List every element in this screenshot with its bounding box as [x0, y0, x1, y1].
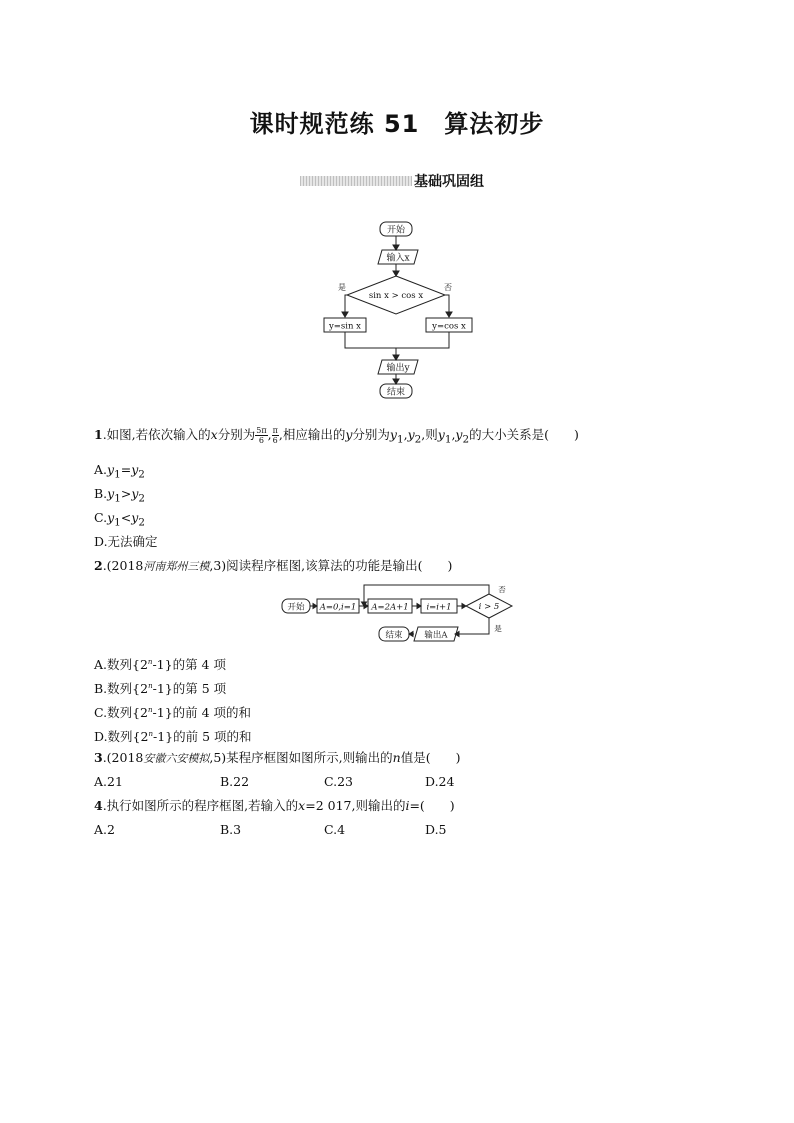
question-1: 1.如图,若依次输入的x分别为 $\frac{5\pi}{6}$ , $\frac{\pi}{6}$ ,相应输出的y分别为$y_1,y_2$,则$y_1,y_2$的大小关系是( ): [94, 426, 579, 446]
q2-option-d: D.数列{2$^n$-1}的前 5 项的和: [94, 729, 252, 745]
flow1-start-label: 开始: [386, 225, 406, 236]
flow2-cond-label: i > 5: [478, 602, 500, 612]
q2-option-c: C.数列{2$^n$-1}的前 4 项的和: [94, 705, 252, 721]
flow1-left-label: y=sin x: [329, 321, 361, 332]
flow2-start-label: 开始: [287, 602, 305, 613]
q4-choice-b: B.3: [220, 822, 242, 837]
flowchart-2: [280, 584, 520, 646]
flow2-assign-label: A=2A+1: [371, 602, 409, 613]
flow2-init-label: A=0,i=1: [319, 602, 357, 613]
flow2-output-label: 输出A: [424, 630, 448, 641]
section-label: 基础巩固组: [414, 174, 484, 190]
q1-option-a: $A.y_1=y_2$: [94, 462, 145, 481]
flow1-end-label: 结束: [386, 387, 406, 398]
flow1-yes-label: 是: [338, 283, 346, 292]
q1-option-d: D.无法确定: [94, 534, 158, 549]
page-title: 课时规范练 51 算法初步: [249, 110, 545, 138]
q3-choice-a: A.21: [94, 774, 123, 789]
q1-option-c: $C.y_1<y_2$: [94, 510, 145, 529]
flowchart-1: [320, 218, 480, 408]
flow2-end-label: 结束: [385, 630, 403, 641]
flow2-no-label: 否: [498, 585, 506, 594]
q4-choice-c: C.4: [324, 822, 346, 837]
q1-fraction-2: $\frac{\pi}{6}$: [272, 426, 278, 445]
flow1-input-label: 输入x: [386, 253, 410, 264]
q4-choice-a: A.2: [94, 822, 115, 837]
q3-choice-c: C.23: [324, 774, 353, 789]
q3-source: 安徽六安模拟: [143, 752, 210, 765]
q1-fraction-1: $\frac{5\pi}{6}$: [256, 426, 267, 445]
q2-option-a: A.数列{2$^n$-1}的第 4 项: [94, 657, 226, 673]
q2-option-b: B.数列{2$^n$-1}的第 5 项: [94, 681, 227, 697]
q3-choice-b: B.22: [220, 774, 250, 789]
flow1-no-label: 否: [444, 283, 452, 292]
question-2: 2.(2018河南郑州三模,3)阅读程序框图,该算法的功能是输出( ): [94, 558, 453, 573]
flow1-output-label: 输出y: [386, 363, 410, 374]
flow2-inc-label: i=i+1: [426, 602, 452, 613]
section-header: [300, 172, 484, 190]
q2-source: 河南郑州三模: [143, 560, 210, 573]
q4-choice-d: D.5: [425, 822, 447, 837]
q3-choice-d: D.24: [425, 774, 455, 789]
flow1-right-label: y=cos x: [432, 321, 466, 332]
q1-option-b: $B.y_1>y_2$: [94, 486, 146, 505]
q1-number: 1: [94, 427, 103, 442]
question-4: 4.执行如图所示的程序框图,若输入的x=2 017,则输出的i=( ): [94, 798, 455, 813]
flow1-condition-label: sin x > cos x: [368, 291, 424, 301]
section-divider-bar: [300, 176, 412, 186]
flow2-yes-label: 是: [494, 624, 502, 633]
question-3: 3.(2018安徽六安模拟,5)某程序框图如图所示,则输出的n值是( ): [94, 750, 461, 765]
